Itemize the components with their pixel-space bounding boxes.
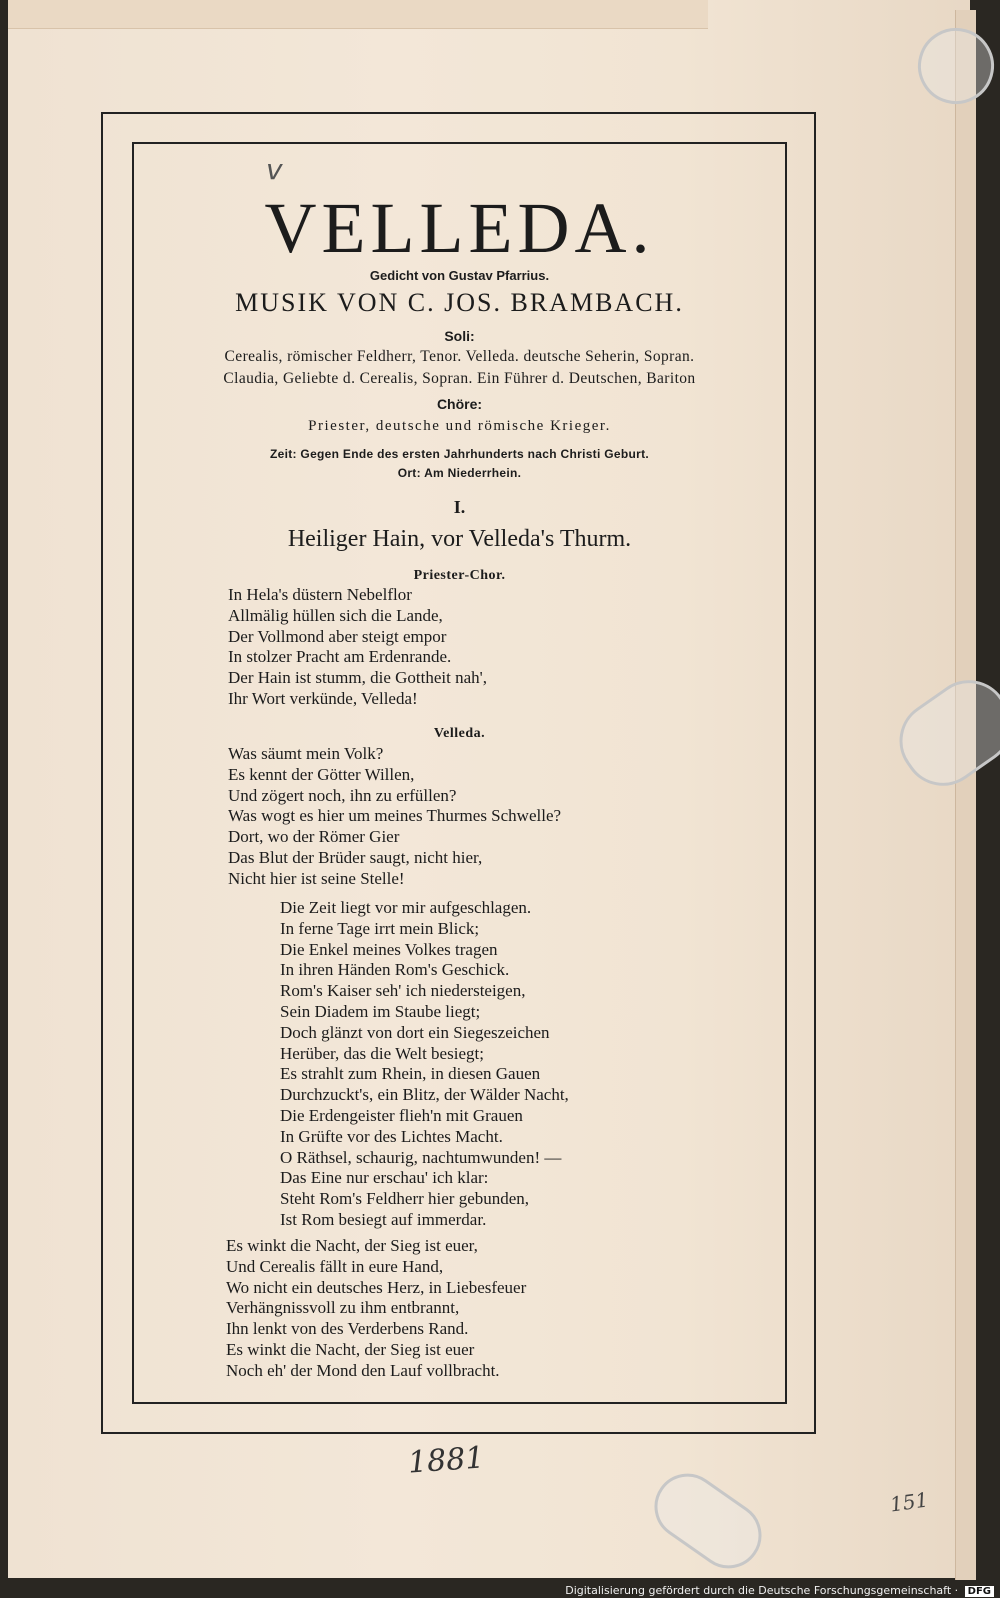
- verse-line: Verhängnissvoll zu ihm entbrannt,: [226, 1298, 460, 1318]
- verse-line: Nicht hier ist seine Stelle!: [228, 868, 405, 888]
- folded-top-strip: [8, 0, 708, 29]
- speaker-heading: Velleda.: [433, 726, 486, 741]
- verse-line: Es winkt die Nacht, der Sieg ist euer,: [226, 1236, 478, 1255]
- act-number: I.: [453, 497, 466, 517]
- verse-line: Das Eine nur erschau' ich klar:: [280, 1168, 489, 1188]
- composer-credit: MUSIK VON C. JOS. BRAMBACH.: [235, 288, 684, 317]
- verse-line: Es winkt die Nacht, der Sieg ist euer: [226, 1339, 475, 1359]
- handwritten-year: 1881: [406, 1440, 486, 1481]
- verse-line: Es kennt der Götter Willen,: [228, 764, 415, 784]
- verse-line: Was säumt mein Volk?: [228, 744, 384, 763]
- soli-heading: Soli:: [444, 328, 475, 344]
- page-fold-edge: [955, 10, 976, 1580]
- verse-line: Herüber, das die Welt besiegt;: [280, 1043, 484, 1063]
- verse-line: Wo nicht ein deutsches Herz, in Liebesfeuer: [226, 1277, 527, 1297]
- verse-line: Dort, wo der Römer Gier: [228, 827, 400, 847]
- soli-line: Cerealis, römischer Feldherr, Tenor. Velleda. deutsche Seherin, Sopran.: [224, 348, 695, 365]
- verse-line: In Hela's düstern Nebelflor: [228, 585, 412, 604]
- verse-line: Sein Diadem im Staube liegt;: [280, 1001, 481, 1021]
- verse-line: Noch eh' der Mond den Lauf vollbracht.: [226, 1360, 500, 1380]
- handwritten-number: 151: [888, 1487, 930, 1517]
- verse-line: Der Hain ist stumm, die Gottheit nah',: [228, 668, 487, 688]
- verse-line: Durchzuckt's, ein Blitz, der Wälder Nacht,: [280, 1085, 569, 1105]
- speaker-heading: Priester-Chor.: [413, 568, 506, 583]
- digitization-credit: [565, 1584, 994, 1597]
- verse-block-indented: [280, 898, 569, 1231]
- verse-line: Was wogt es hier um meines Thurmes Schwelle?: [228, 806, 562, 826]
- time-note: Zeit: Gegen Ende des ersten Jahrhunderts nach Christi Geburt.: [269, 447, 650, 461]
- verse-line: Die Erdengeister flieh'n mit Grauen: [280, 1105, 523, 1125]
- verse-line: Allmälig hüllen sich die Lande,: [228, 605, 443, 625]
- handwritten-mark: v: [266, 153, 283, 186]
- verse-block: [226, 1236, 526, 1382]
- verse-line: In ferne Tage irrt mein Blick;: [280, 918, 480, 938]
- place-note: Ort: Am Niederrhein.: [397, 466, 522, 480]
- verse-line: Rom's Kaiser seh' ich niedersteigen,: [280, 981, 526, 1001]
- verse-line: In Grüfte vor des Lichtes Macht.: [280, 1126, 503, 1146]
- verse-block: [228, 744, 561, 890]
- soli-line: Claudia, Geliebte d. Cerealis, Sopran. Ein Führer d. Deutschen, Bariton: [223, 370, 696, 387]
- verse-line: In stolzer Pracht am Erdenrande.: [228, 647, 452, 667]
- choere-line: Priester, deutsche und römische Krieger.: [308, 418, 611, 434]
- scene-heading: Heiliger Hain, vor Velleda's Thurm.: [287, 526, 632, 552]
- verse-line: Der Vollmond aber steigt empor: [228, 626, 447, 646]
- verse-line: In ihren Händen Rom's Geschick.: [280, 960, 510, 980]
- verse-line: Ihr Wort verkünde, Velleda!: [228, 688, 418, 708]
- dfg-logo: DFG: [965, 1586, 994, 1597]
- document-title: VELLEDA.: [264, 188, 655, 268]
- verse-block: [228, 585, 487, 710]
- verse-line: Es strahlt zum Rhein, in diesen Gauen: [280, 1064, 541, 1084]
- verse-line: Steht Rom's Feldherr hier gebunden,: [280, 1189, 530, 1209]
- poet-credit: Gedicht von Gustav Pfarrius.: [369, 268, 550, 283]
- choere-heading: Chöre:: [436, 396, 483, 412]
- verse-line: Die Enkel meines Volkes tragen: [280, 939, 498, 959]
- credit-text: Digitalisierung gefördert durch die Deutsche Forschungsgemeinschaft ·: [565, 1584, 959, 1597]
- verse-line: Das Blut der Brüder saugt, nicht hier,: [228, 847, 483, 867]
- verse-line: Ihn lenkt von des Verderbens Rand.: [226, 1319, 469, 1339]
- verse-line: Und Cerealis fällt in eure Hand,: [226, 1256, 444, 1276]
- verse-line: Und zögert noch, ihn zu erfüllen?: [228, 785, 457, 805]
- verse-line: Die Zeit liegt vor mir aufgeschlagen.: [280, 898, 532, 917]
- verse-line: Doch glänzt von dort ein Siegeszeichen: [280, 1022, 550, 1042]
- verse-line: Ist Rom besiegt auf immerdar.: [280, 1209, 487, 1229]
- verse-line: O Räthsel, schaurig, nachtumwunden! —: [280, 1147, 562, 1167]
